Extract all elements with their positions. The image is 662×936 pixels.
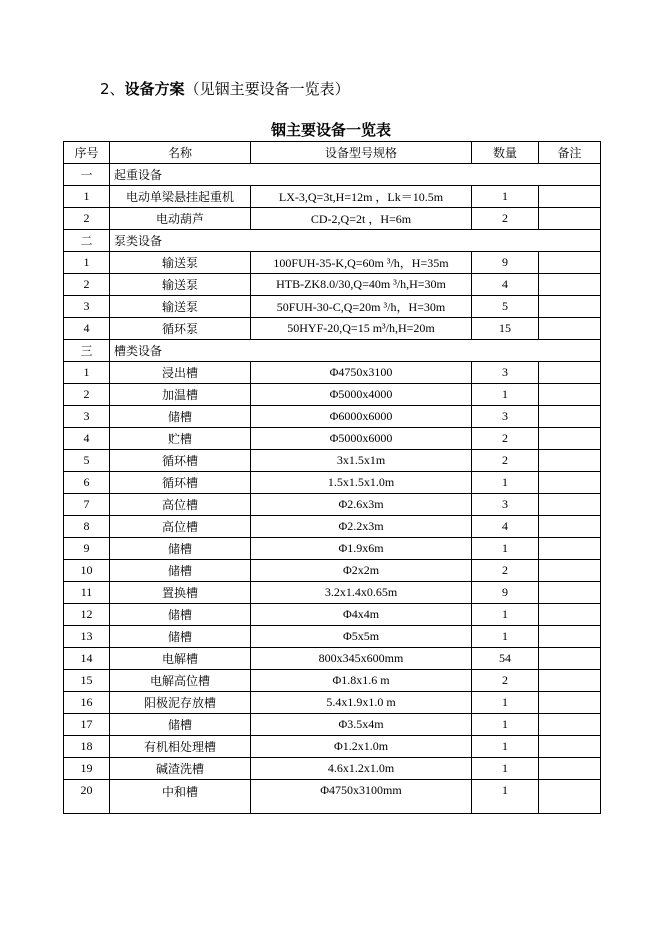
row-number: 14	[64, 648, 110, 670]
row-qty: 15	[472, 318, 539, 340]
table-row	[64, 252, 601, 274]
row-note	[539, 670, 601, 692]
table-row	[64, 714, 601, 736]
row-note	[539, 780, 601, 814]
group-row	[64, 340, 601, 362]
row-spec: Φ5000x6000	[251, 428, 472, 450]
equipment-table	[63, 141, 601, 814]
row-name: 电解槽	[110, 648, 251, 670]
table-row	[64, 758, 601, 780]
col-header-note: 备注	[539, 142, 601, 164]
col-header-spec: 设备型号规格	[251, 142, 472, 164]
row-qty: 2	[472, 670, 539, 692]
row-note	[539, 714, 601, 736]
table-row	[64, 626, 601, 648]
group-row	[64, 230, 601, 252]
row-qty: 3	[472, 362, 539, 384]
table-row	[64, 362, 601, 384]
row-qty: 1	[472, 384, 539, 406]
row-number: 2	[64, 274, 110, 296]
row-note	[539, 538, 601, 560]
row-qty: 9	[472, 582, 539, 604]
row-qty: 1	[472, 692, 539, 714]
col-header-qty: 数量	[472, 142, 539, 164]
row-name: 输送泵	[110, 296, 251, 318]
table-row	[64, 296, 601, 318]
table-row	[64, 560, 601, 582]
table-row	[64, 428, 601, 450]
row-name: 中和槽	[110, 780, 251, 814]
row-note	[539, 494, 601, 516]
table-row	[64, 780, 601, 814]
row-qty: 5	[472, 296, 539, 318]
header-row	[64, 142, 601, 164]
row-spec: HTB-ZK8.0/30,Q=40m ³/h,H=30m	[251, 274, 472, 296]
row-spec: Φ1.8x1.6 m	[251, 670, 472, 692]
row-number: 13	[64, 626, 110, 648]
table-row	[64, 670, 601, 692]
table-row	[64, 208, 601, 230]
row-note	[539, 604, 601, 626]
row-number: 18	[64, 736, 110, 758]
table-row	[64, 494, 601, 516]
row-note	[539, 362, 601, 384]
section-number: 2、	[100, 80, 125, 98]
row-qty: 1	[472, 758, 539, 780]
row-qty: 3	[472, 494, 539, 516]
row-number: 1	[64, 186, 110, 208]
row-spec: 5.4x1.9x1.0 m	[251, 692, 472, 714]
row-note	[539, 450, 601, 472]
row-number: 1	[64, 362, 110, 384]
group-index: 三	[64, 340, 110, 362]
table-row	[64, 538, 601, 560]
section-heading	[100, 78, 350, 99]
row-name: 循环槽	[110, 450, 251, 472]
row-qty: 4	[472, 274, 539, 296]
group-name: 槽类设备	[110, 340, 601, 362]
row-spec: Φ2x2m	[251, 560, 472, 582]
row-number: 6	[64, 472, 110, 494]
table-row	[64, 736, 601, 758]
row-number: 1	[64, 252, 110, 274]
row-qty: 1	[472, 626, 539, 648]
row-number: 15	[64, 670, 110, 692]
row-spec: Φ1.9x6m	[251, 538, 472, 560]
row-number: 2	[64, 384, 110, 406]
table-row	[64, 274, 601, 296]
row-qty: 2	[472, 208, 539, 230]
row-name: 加温槽	[110, 384, 251, 406]
row-name: 储槽	[110, 406, 251, 428]
row-name: 储槽	[110, 714, 251, 736]
row-name: 浸出槽	[110, 362, 251, 384]
table-body	[64, 164, 601, 814]
row-qty: 4	[472, 516, 539, 538]
group-name: 泵类设备	[110, 230, 601, 252]
row-note	[539, 736, 601, 758]
row-name: 循环槽	[110, 472, 251, 494]
table-row	[64, 582, 601, 604]
row-spec: Φ5000x4000	[251, 384, 472, 406]
row-name: 贮槽	[110, 428, 251, 450]
row-note	[539, 626, 601, 648]
row-note	[539, 648, 601, 670]
row-note	[539, 252, 601, 274]
row-note	[539, 472, 601, 494]
row-spec: 100FUH-35-K,Q=60m ³/h，H=35m	[251, 252, 472, 274]
section-title: 设备方案	[124, 80, 185, 98]
row-name: 循环泵	[110, 318, 251, 340]
row-name: 电解高位槽	[110, 670, 251, 692]
row-spec: CD-2,Q=2t ，H=6m	[251, 208, 472, 230]
row-number: 8	[64, 516, 110, 538]
row-qty: 2	[472, 560, 539, 582]
row-number: 5	[64, 450, 110, 472]
table-row	[64, 692, 601, 714]
row-number: 4	[64, 428, 110, 450]
row-number: 7	[64, 494, 110, 516]
table-row	[64, 318, 601, 340]
row-number: 16	[64, 692, 110, 714]
row-note	[539, 384, 601, 406]
row-spec: 4.6x1.2x1.0m	[251, 758, 472, 780]
row-number: 3	[64, 296, 110, 318]
row-number: 20	[64, 780, 110, 814]
row-number: 9	[64, 538, 110, 560]
row-spec: 50FUH-30-C,Q=20m ³/h，H=30m	[251, 296, 472, 318]
row-name: 高位槽	[110, 516, 251, 538]
row-note	[539, 560, 601, 582]
group-index: 一	[64, 164, 110, 186]
row-spec: 50HYF-20,Q=15 m³/h,H=20m	[251, 318, 472, 340]
row-spec: Φ1.2x1.0m	[251, 736, 472, 758]
row-name: 碱渣洗槽	[110, 758, 251, 780]
row-qty: 3	[472, 406, 539, 428]
row-spec: 3.2x1.4x0.65m	[251, 582, 472, 604]
row-number: 2	[64, 208, 110, 230]
row-name: 阳极泥存放槽	[110, 692, 251, 714]
row-number: 17	[64, 714, 110, 736]
row-number: 4	[64, 318, 110, 340]
row-qty: 1	[472, 604, 539, 626]
row-note	[539, 692, 601, 714]
row-qty: 54	[472, 648, 539, 670]
row-note	[539, 318, 601, 340]
group-row	[64, 164, 601, 186]
row-name: 储槽	[110, 604, 251, 626]
row-qty: 1	[472, 186, 539, 208]
row-spec: 3x1.5x1m	[251, 450, 472, 472]
table-row	[64, 406, 601, 428]
row-name: 输送泵	[110, 252, 251, 274]
row-note	[539, 406, 601, 428]
row-spec: Φ3.5x4m	[251, 714, 472, 736]
row-spec: LX-3,Q=3t,H=12m ，Lk＝10.5m	[251, 186, 472, 208]
row-note	[539, 516, 601, 538]
row-spec: Φ4750x3100mm	[251, 780, 472, 814]
col-header-name: 名称	[110, 142, 251, 164]
table-row	[64, 450, 601, 472]
table-title: 铟主要设备一览表	[270, 121, 391, 139]
row-spec: 800x345x600mm	[251, 648, 472, 670]
row-spec: Φ2.6x3m	[251, 494, 472, 516]
row-name: 有机相处理槽	[110, 736, 251, 758]
row-note	[539, 428, 601, 450]
row-name: 输送泵	[110, 274, 251, 296]
row-name: 电动葫芦	[110, 208, 251, 230]
row-number: 3	[64, 406, 110, 428]
table-row	[64, 186, 601, 208]
col-header-no: 序号	[64, 142, 110, 164]
row-name: 储槽	[110, 560, 251, 582]
row-qty: 1	[472, 780, 539, 814]
row-qty: 1	[472, 538, 539, 560]
row-spec: Φ6000x6000	[251, 406, 472, 428]
table-row	[64, 648, 601, 670]
row-note	[539, 758, 601, 780]
row-name: 置换槽	[110, 582, 251, 604]
row-qty: 1	[472, 472, 539, 494]
row-spec: Φ5x5m	[251, 626, 472, 648]
table-row	[64, 384, 601, 406]
group-index: 二	[64, 230, 110, 252]
row-qty: 1	[472, 736, 539, 758]
row-qty: 2	[472, 450, 539, 472]
section-note: （见铟主要设备一览表）	[184, 80, 350, 98]
row-number: 11	[64, 582, 110, 604]
row-note	[539, 208, 601, 230]
row-spec: Φ2.2x3m	[251, 516, 472, 538]
row-spec: Φ4750x3100	[251, 362, 472, 384]
row-note	[539, 582, 601, 604]
row-number: 19	[64, 758, 110, 780]
table-row	[64, 516, 601, 538]
row-spec: Φ4x4m	[251, 604, 472, 626]
row-note	[539, 186, 601, 208]
row-note	[539, 296, 601, 318]
row-qty: 9	[472, 252, 539, 274]
table-row	[64, 604, 601, 626]
row-qty: 1	[472, 714, 539, 736]
row-name: 高位槽	[110, 494, 251, 516]
row-spec: 1.5x1.5x1.0m	[251, 472, 472, 494]
row-name: 储槽	[110, 538, 251, 560]
row-qty: 2	[472, 428, 539, 450]
row-name: 电动单梁悬挂起重机	[110, 186, 251, 208]
row-number: 10	[64, 560, 110, 582]
group-name: 起重设备	[110, 164, 601, 186]
table-row	[64, 472, 601, 494]
row-number: 12	[64, 604, 110, 626]
row-note	[539, 274, 601, 296]
row-name: 储槽	[110, 626, 251, 648]
